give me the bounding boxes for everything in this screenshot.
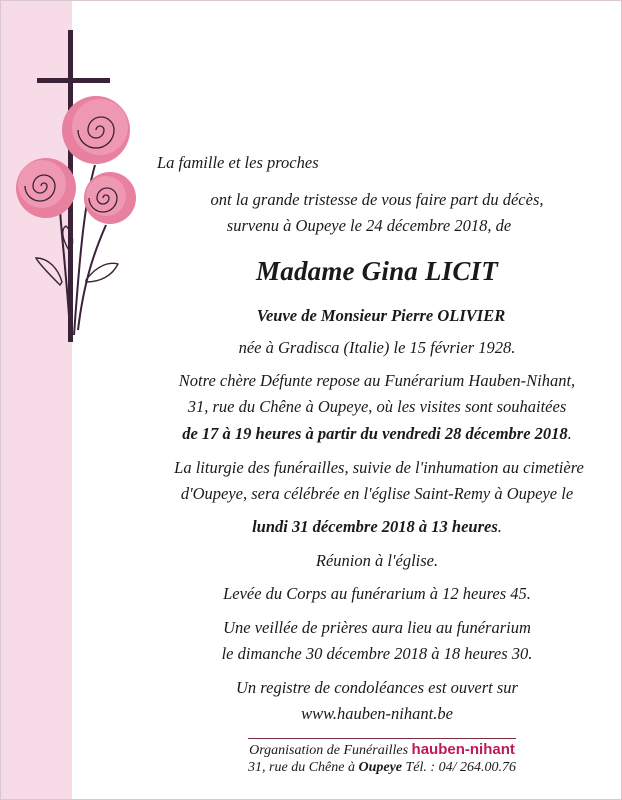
deceased-name: Madame Gina LICIT — [256, 256, 498, 286]
address-town: Oupeye — [358, 760, 403, 775]
address-prefix: 31, rue du Chêne à — [248, 760, 355, 775]
death-line: survenu à Oupeye le 24 décembre 2018, de — [226, 216, 512, 235]
funeral-date-period: . — [497, 517, 502, 536]
liturgy-line-1: La liturgie des funérailles, suivie de l'inhumation au cimetière — [174, 458, 584, 477]
spouse-line: Veuve de Monsieur Pierre OLIVIER — [256, 306, 506, 325]
register-line: Un registre de condoléances est ouvert sur — [236, 678, 518, 697]
footer-divider — [248, 738, 516, 739]
rest-line-1: Notre chère Défunte repose au Funérarium Hauben-Nihant, — [178, 371, 576, 390]
vigil-line-1: Une veillée de prières aura lieu au funérarium — [223, 618, 531, 637]
organisation-label: Organisation de Funérailles — [249, 743, 409, 758]
footer-organisation — [2, 741, 622, 759]
funeral-date — [66, 517, 622, 537]
meeting-line: Réunion à l'église. — [315, 551, 439, 570]
levee-line: Levée du Corps au funérarium à 12 heures 45. — [223, 584, 531, 603]
funeral-date-text: lundi 31 décembre 2018 à 13 heures — [252, 517, 498, 536]
vigil-line-2: le dimanche 30 décembre 2018 à 18 heures 30. — [221, 644, 533, 663]
birth-line: née à Gradisca (Italie) le 15 février 1928. — [238, 338, 516, 357]
liturgy-line-2: d'Oupeye, sera célébrée en l'église Saint-Remy à Oupeye le — [180, 484, 574, 503]
footer-address — [2, 760, 622, 776]
brand-logo: hauben-nihant — [411, 741, 515, 758]
visiting-hours-period: . — [567, 424, 572, 443]
grief-line: ont la grande tristesse de vous faire part du décès, — [210, 190, 544, 209]
phone-number: Tél. : 04/ 264.00.76 — [405, 760, 516, 775]
intro-text: La famille et les proches — [157, 153, 319, 172]
rest-line-2: 31, rue du Chêne à Oupeye, où les visites sont souhaitées — [187, 397, 567, 416]
visiting-hours-text: de 17 à 19 heures à partir du vendredi 28 décembre 2018 — [182, 424, 568, 443]
visiting-hours — [66, 424, 622, 444]
website-link[interactable]: www.hauben-nihant.be — [301, 704, 453, 723]
